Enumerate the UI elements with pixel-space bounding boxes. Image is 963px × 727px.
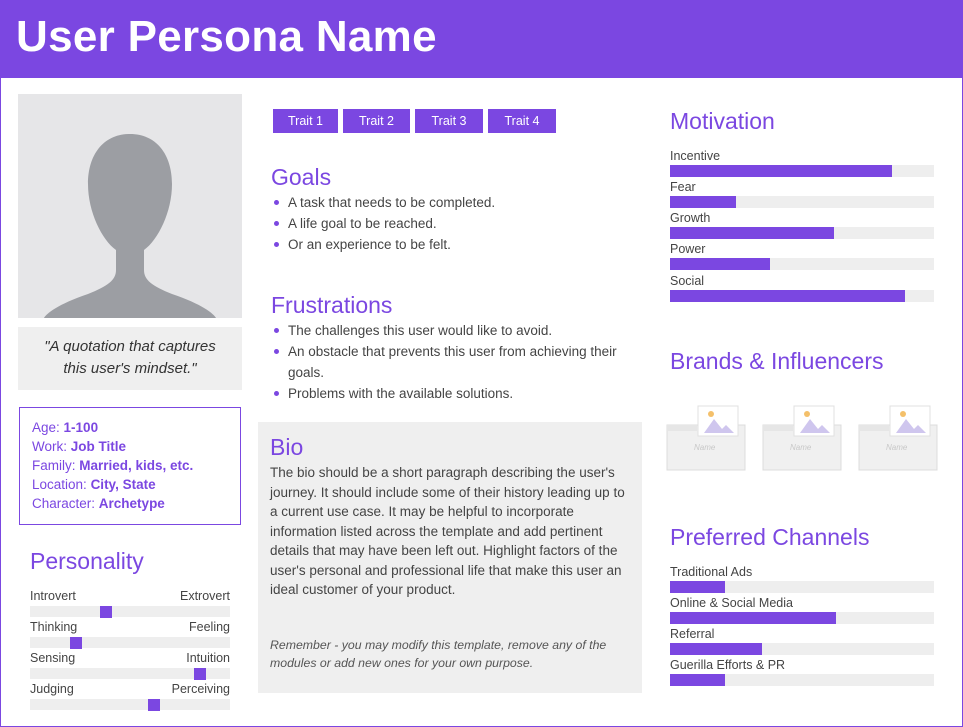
bar-track <box>670 290 934 302</box>
bar-label: Traditional Ads <box>670 565 753 579</box>
avatar-placeholder <box>18 94 242 318</box>
bar-fill <box>670 227 834 239</box>
trait-tag-4[interactable]: Trait 4 <box>488 109 556 133</box>
info-work <box>32 437 228 456</box>
quote-line-2: this user's mindset." <box>63 360 197 377</box>
motivation-bar <box>670 274 934 305</box>
bar-fill <box>670 581 725 593</box>
personality-row <box>30 620 230 651</box>
personality-right-label: Feeling <box>189 620 230 634</box>
motivation-bar <box>670 149 934 180</box>
brand-logo-placeholder[interactable] <box>762 405 842 471</box>
bar-track <box>670 196 934 208</box>
info-character <box>32 494 228 513</box>
personality-right-label: Perceiving <box>171 682 230 696</box>
info-label: Character: <box>32 496 96 511</box>
info-label: Work: <box>32 439 68 454</box>
bar-label: Fear <box>670 180 696 194</box>
bar-fill <box>670 643 762 655</box>
bio-title: Bio <box>270 434 304 460</box>
personality-row <box>30 682 230 713</box>
personality-slider-knob[interactable] <box>148 699 160 711</box>
list-item: The challenges this user would like to avoid. <box>272 320 642 341</box>
channels-title: Preferred Channels <box>670 524 870 550</box>
image-placeholder-icon <box>666 405 746 471</box>
bar-label: Incentive <box>670 149 721 163</box>
personality-track <box>30 606 230 617</box>
info-family <box>32 456 228 475</box>
info-value: City, State <box>90 477 156 492</box>
personality-left-label: Thinking <box>30 620 78 634</box>
personality-slider-knob[interactable] <box>100 606 112 618</box>
motivation-title: Motivation <box>670 108 775 134</box>
person-silhouette-icon <box>18 94 242 318</box>
bar-label: Online & Social Media <box>670 596 793 610</box>
bar-fill <box>670 258 770 270</box>
personality-right-label: Intuition <box>186 651 230 665</box>
personality-left-label: Introvert <box>30 589 76 603</box>
brand-logo-placeholder[interactable] <box>858 405 938 471</box>
trait-tag-2[interactable]: Trait 2 <box>343 109 410 133</box>
brand-logo-label: Name <box>790 443 812 452</box>
list-item: Problems with the available solutions. <box>272 383 642 404</box>
bar-track <box>670 612 934 624</box>
bar-fill <box>670 612 836 624</box>
bar-label: Guerilla Efforts & PR <box>670 658 786 672</box>
bio-panel <box>258 422 642 693</box>
info-label: Family: <box>32 458 76 473</box>
personality-slider-knob[interactable] <box>70 637 82 649</box>
bar-track <box>670 227 934 239</box>
personality-track <box>30 699 230 710</box>
bar-track <box>670 581 934 593</box>
personality-track <box>30 637 230 648</box>
brands-title: Brands & Influencers <box>670 348 884 374</box>
bar-label: Social <box>670 274 705 288</box>
personality-right-label: Extrovert <box>179 589 230 603</box>
personality-slider-knob[interactable] <box>194 668 206 680</box>
personality-left-label: Judging <box>30 682 74 696</box>
personality-left-label: Sensing <box>30 651 76 665</box>
list-item: A life goal to be reached. <box>272 213 642 234</box>
image-placeholder-icon <box>858 405 938 471</box>
bar-track <box>670 165 934 177</box>
frustrations-title: Frustrations <box>271 292 393 318</box>
channel-bar <box>670 627 934 658</box>
list-item: Or an experience to be felt. <box>272 234 642 255</box>
brand-logo-placeholder[interactable] <box>666 405 746 471</box>
motivation-bar <box>670 211 934 242</box>
bar-fill <box>670 290 905 302</box>
info-value: Archetype <box>98 496 165 511</box>
bar-label: Referral <box>670 627 715 641</box>
bio-note: Remember - you may modify this template, remove any of the modules or add new ones for your own purpose. <box>270 638 607 670</box>
bar-track <box>670 674 934 686</box>
personality-row <box>30 589 230 620</box>
info-label: Location: <box>32 477 87 492</box>
bio-text: The bio should be a short paragraph describing the user's journey. It should include some of their history leading up to a current use case. It may be helpful to incorporate information listed across the template and add pertinent details that may have been left out. Highlight factors of the user's personal and professional life that make this user an ideal customer of your product. <box>270 465 625 597</box>
list-item: An obstacle that prevents this user from achieving their goals. <box>272 341 642 383</box>
bar-label: Growth <box>670 211 711 225</box>
channel-bar <box>670 658 934 689</box>
header <box>0 0 963 78</box>
personality-title: Personality <box>30 548 144 574</box>
quote-line-1: "A quotation that captures <box>44 338 216 355</box>
image-placeholder-icon <box>762 405 842 471</box>
bar-fill <box>670 165 892 177</box>
page-title: User Persona Name <box>16 12 437 61</box>
bar-track <box>670 643 934 655</box>
bar-label: Power <box>670 242 706 256</box>
bar-fill <box>670 674 725 686</box>
channel-bar <box>670 596 934 627</box>
brand-logo-label: Name <box>886 443 908 452</box>
frustrations-list <box>272 320 642 404</box>
personality-row <box>30 651 230 682</box>
info-age <box>32 418 228 437</box>
motivation-bar <box>670 180 934 211</box>
goals-list <box>272 192 642 255</box>
list-item: A task that needs to be completed. <box>272 192 642 213</box>
channel-bar <box>670 565 934 596</box>
demographics-box <box>19 407 241 525</box>
persona-quote <box>18 327 242 390</box>
motivation-bar <box>670 242 934 273</box>
info-location <box>32 475 228 494</box>
trait-tag-3[interactable]: Trait 3 <box>415 109 483 133</box>
goals-title: Goals <box>271 164 332 190</box>
info-value: Married, kids, etc. <box>79 458 194 473</box>
brand-logo-label: Name <box>694 443 716 452</box>
bar-fill <box>670 196 736 208</box>
info-label: Age: <box>32 420 60 435</box>
info-value: Job Title <box>70 439 127 454</box>
info-value: 1-100 <box>63 420 99 435</box>
trait-tag-1[interactable]: Trait 1 <box>273 109 338 133</box>
bar-track <box>670 258 934 270</box>
